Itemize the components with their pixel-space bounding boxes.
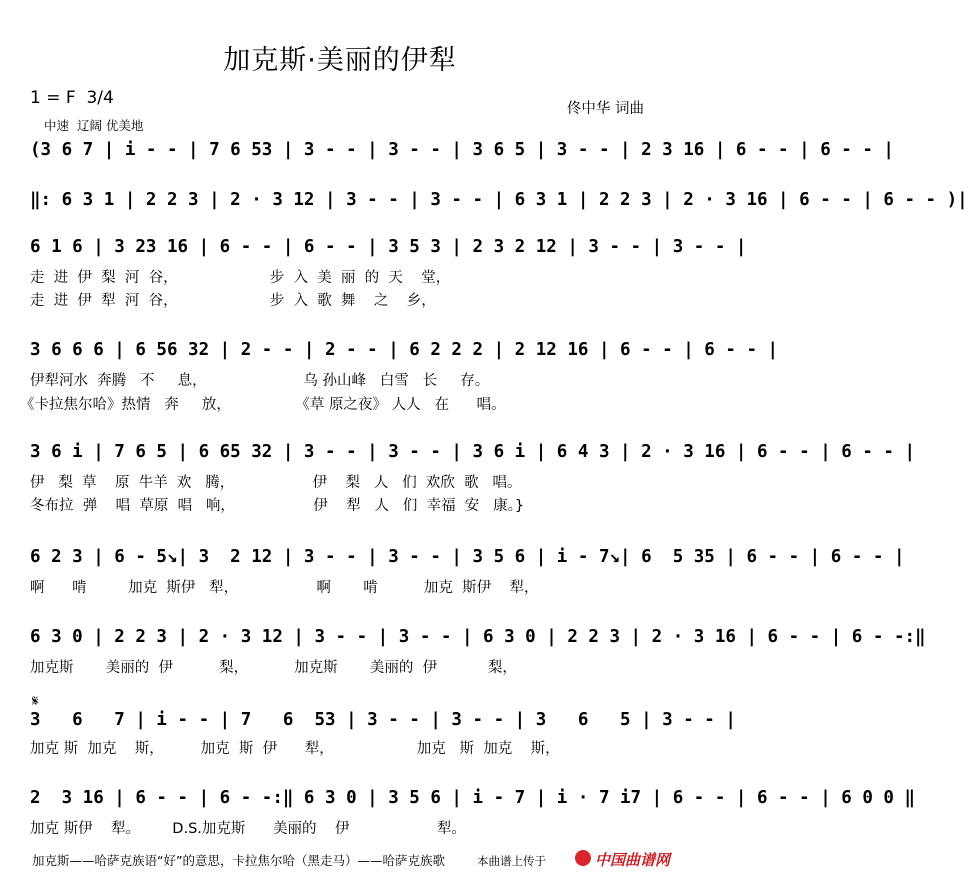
score-line-6: 6 2 3 | 6 - 5↘| 3 2 12 | 3 - - | 3 - - | 3 5 6 | i - 7↘| 6 5 35 | 6 - - | 6 - - | [30,547,905,567]
score-line-3: 6 1 6 | 3 23 16 | 6 - - | 6 - - | 3 5 3 | 2 3 2 12 | 3 - - | 3 - - | [30,237,747,257]
lyric-line-3b: 走 进 伊 犁 河 谷， 步 入 歌 舞 之 乡， [30,293,436,309]
score-line-2: ‖: 6 3 1 | 2 2 3 | 2 · 3 12 | 3 - - | 3 - - | 6 3 1 | 2 2 3 | 2 · 3 16 | 6 - - | 6 - - )| [30,190,968,210]
tempo-marking: 中速 辽阔 优美地 [44,118,144,133]
score-line-1: (3 6 7 | i - - | 7 6 53 | 3 - - | 3 - - | 3 6 5 | 3 - - | 2 3 16 | 6 - - | 6 - - | [30,140,894,160]
lyric-line-7: 加克斯 美丽的 伊 梨， 加克斯 美丽的 伊 梨， [30,660,517,676]
key-signature: 1 = F 3/4 [30,88,114,108]
footnote: 加克斯——哈萨克族语“好”的意思，卡拉焦尔哈（黑走马）——哈萨克族歌 [32,853,445,868]
page-title: 加克斯·美丽的伊犁 [223,45,457,76]
lyric-line-5b: 冬布拉 弹 唱 草原 唱 响， 伊 犁 人 们 幸福 安 康。} [30,498,525,514]
lyric-line-9: 加克 斯伊 犁。 D.S.加克斯 美丽的 伊 犁。 [30,821,467,837]
lyric-line-8: 加克 斯 加克 斯， 加克 斯 伊 犁， 加克 斯 加克 斯， [30,741,560,757]
score-line-8: 3 6 7 | i - - | 7 6 53 | 3 - - | 3 - - | 3 6 5 | 3 - - | [30,710,736,730]
lyric-line-6: 啊 啃 加克 斯伊 犁， 啊 啃 加克 斯伊 犁， [30,580,539,596]
author-credit: 佟中华 词曲 [566,101,644,117]
lyric-line-3a: 走 进 伊 梨 河 谷， 步 入 美 丽 的 天 堂， [30,270,451,286]
score-line-5: 3 6 i | 7 6 5 | 6 65 32 | 3 - - | 3 - - | 3 6 i | 6 4 3 | 2 · 3 16 | 6 - - | 6 - - | [30,442,916,462]
upload-note: 本曲谱上传于 [477,854,546,868]
score-line-9: 2 3 16 | 6 - - | 6 - -:‖ 6 3 0 | 3 5 6 | i - 7 | i · 7 i7 | 6 - - | 6 - - | 6 0 0 ‖ [30,788,916,808]
lyric-line-5a: 伊 梨 草 原 牛羊 欢 腾， 伊 梨 人 们 欢欣 歌 唱。 [30,475,522,491]
logo-text: 中国曲谱网 [595,851,671,869]
score-line-7: 6 3 0 | 2 2 3 | 2 · 3 12 | 3 - - | 3 - - | 6 3 0 | 2 2 3 | 2 · 3 16 | 6 - - | 6 - -:‖ [30,627,926,647]
segno-sign: 𝄋 [32,692,39,710]
logo-icon [575,850,591,866]
lyric-line-4b: 《卡拉焦尔哈》热情 奔 放， 《草 原之夜》 人人 在 唱。 [20,397,506,413]
score-line-4: 3 6 6 6 | 6 56 32 | 2 - - | 2 - - | 6 2 2 2 | 2 12 16 | 6 - - | 6 - - | [30,340,779,360]
site-logo[interactable] [575,847,677,871]
lyric-line-4a: 伊犁河水 奔腾 不 息， 乌 孙山峰 白雪 长 存。 [30,373,490,389]
